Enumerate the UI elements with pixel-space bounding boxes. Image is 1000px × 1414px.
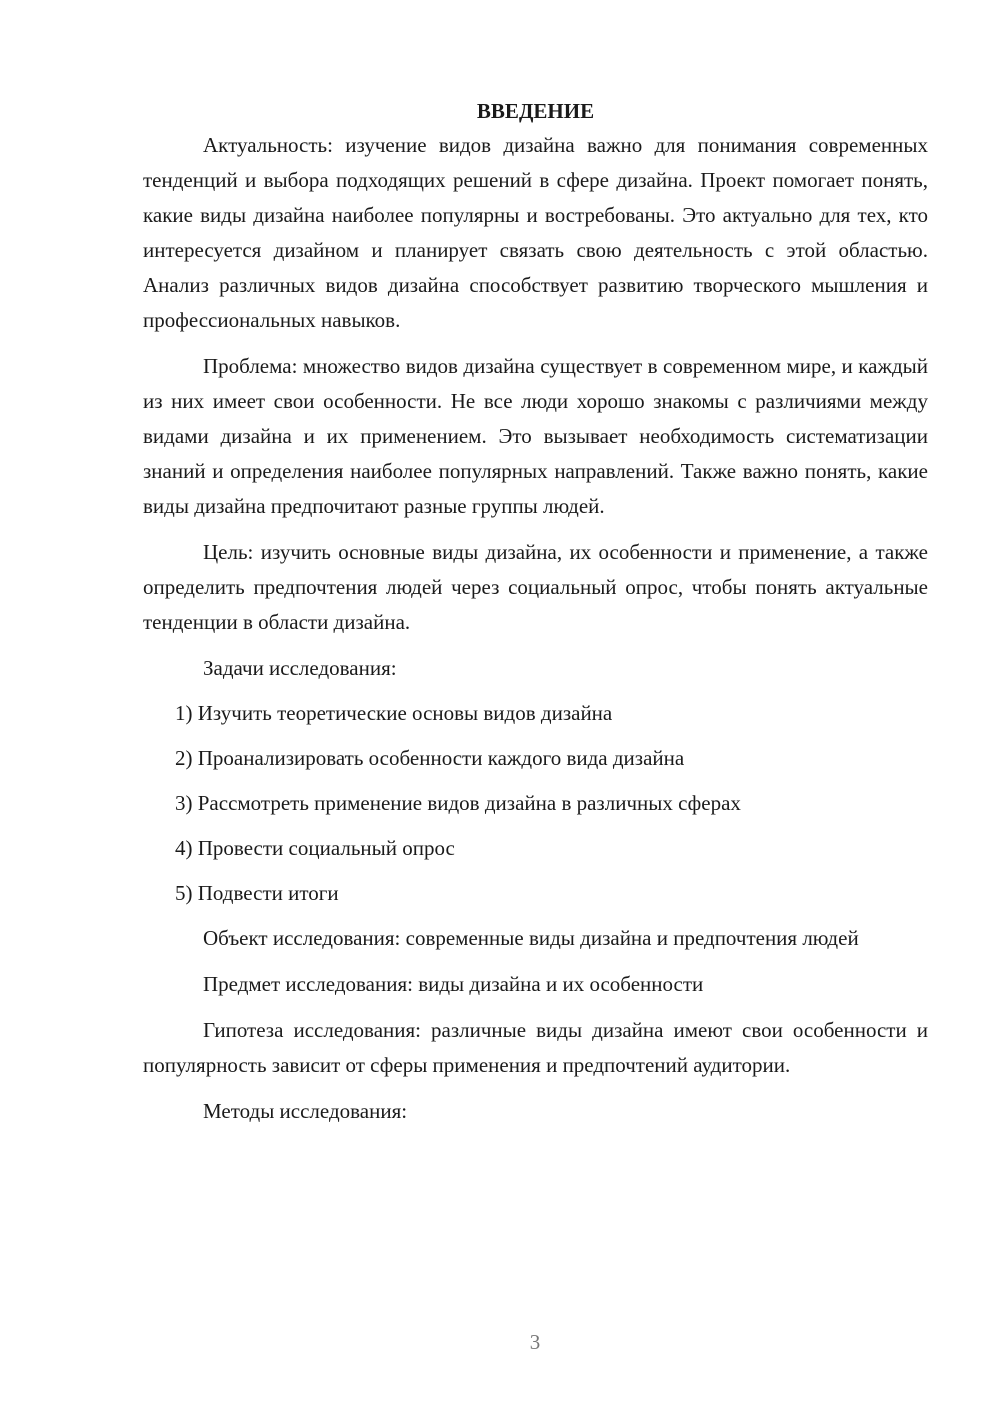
page-number: 3 [529, 1330, 541, 1354]
task-item-3: 3) Рассмотреть применение видов дизайна в различных сферах [175, 791, 741, 815]
section-title: ВВЕДЕНИЕ [476, 99, 595, 123]
relevance-paragraph: Актуальность: изучение видов дизайна важно для понимания современных тенденций и выбора подходящих решений в сфере дизайна. Проект помогает понять, какие виды дизайна наиболее популярны и востребованы. Это актуально для тех, кто интересуется дизайном и планирует связать свою деятельность с этой областью. Анализ различных видов дизайна способствует развитию творческого мышления и профессиональных навыков. [143, 133, 928, 332]
problem-paragraph: Проблема: множество видов дизайна существует в современном мире, и каждый из них имеет свои особенности. Не все люди хорошо знакомы с различиями между видами дизайна и их применением. Это вызывает необходимость систематизации знаний и определения наиболее популярных направлений. Также важно понять, какие виды дизайна предпочитают разные группы людей. [143, 354, 928, 518]
tasks-heading: Задачи исследования: [203, 656, 397, 680]
task-item-4: 4) Провести социальный опрос [175, 836, 455, 860]
document-page [143, 94, 928, 1139]
hypothesis-paragraph: Гипотеза исследования: различные виды дизайна имеют свои особенности и популярность зависит от сферы применения и предпочтений аудитории. [143, 1018, 928, 1077]
goal-paragraph: Цель: изучить основные виды дизайна, их особенности и применение, а также определить предпочтения людей через социальный опрос, чтобы понять актуальные тенденции в области дизайна. [143, 540, 928, 634]
subject-paragraph: Предмет исследования: виды дизайна и их особенности [203, 972, 704, 996]
object-paragraph: Объект исследования: современные виды дизайна и предпочтения людей [203, 926, 859, 950]
task-item-2: 2) Проанализировать особенности каждого вида дизайна [175, 746, 685, 770]
task-item-5: 5) Подвести итоги [175, 881, 339, 905]
task-item-1: 1) Изучить теоретические основы видов дизайна [175, 701, 613, 725]
methods-heading: Методы исследования: [203, 1099, 408, 1123]
